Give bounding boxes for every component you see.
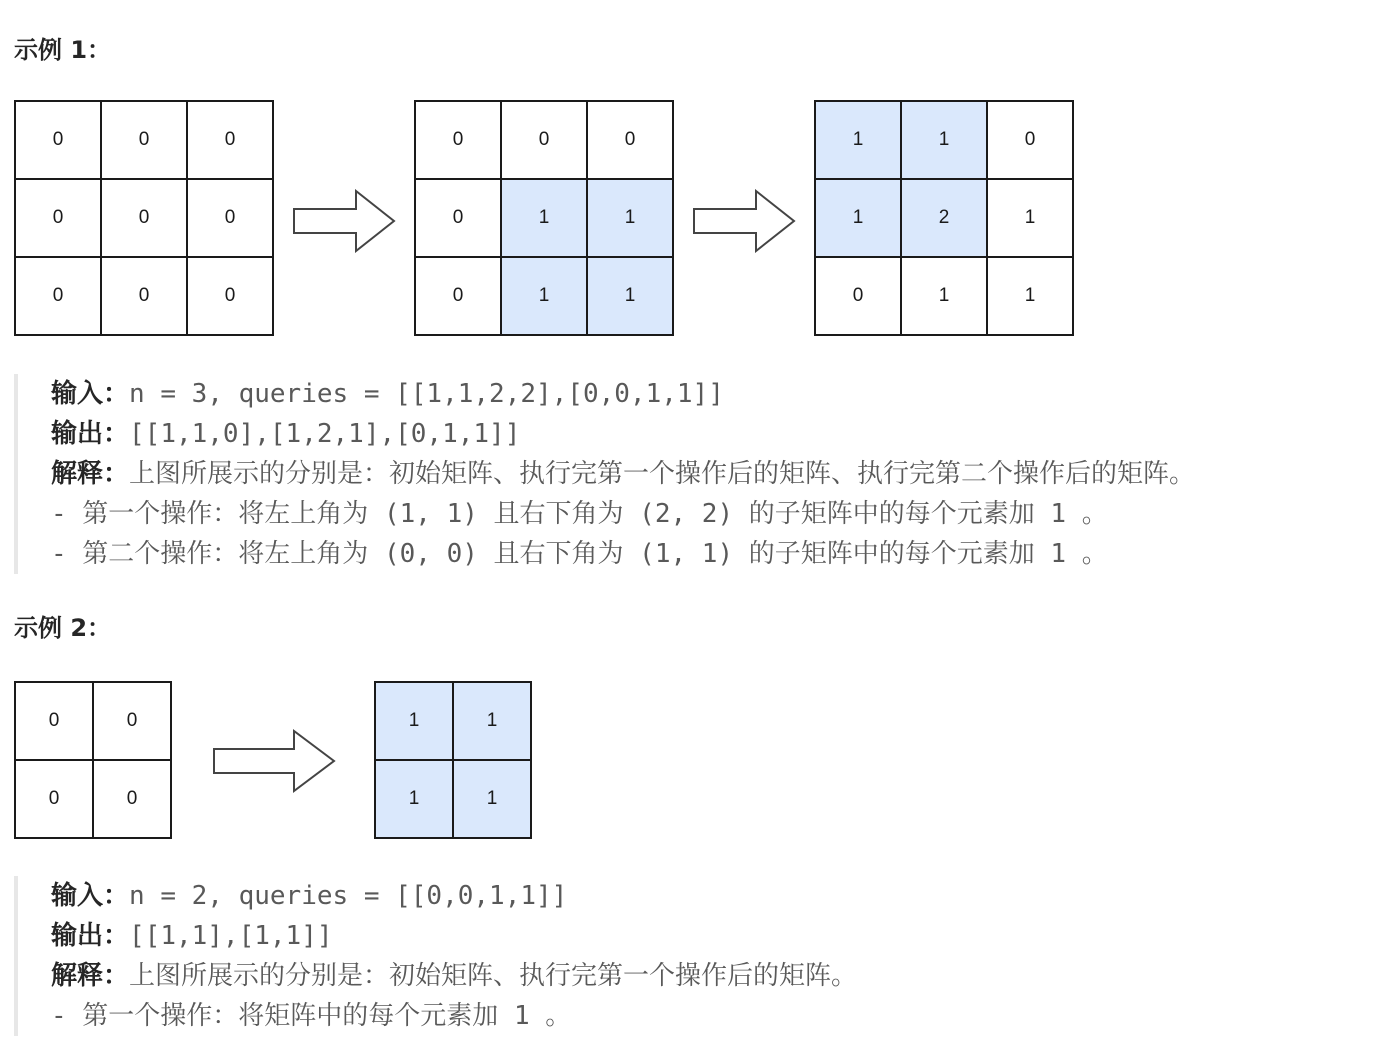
example-2-explain-line xyxy=(51,956,1384,996)
matrix-cell: 0 xyxy=(100,178,188,258)
matrix-cell: 0 xyxy=(814,256,902,336)
right-arrow-icon xyxy=(212,729,336,793)
example-1-step-1: - 第一个操作：将左上角为 (1, 1) 且右下角为 (2, 2) 的子矩阵中的每个元素加 1 。 xyxy=(51,499,1108,529)
matrix-cell: 0 xyxy=(414,178,502,258)
matrix-cell: 1 xyxy=(452,759,532,839)
example-2-output-line xyxy=(51,916,1384,956)
matrix-cell: 0 xyxy=(14,681,94,761)
output-label: 输出： xyxy=(51,419,130,449)
matrix-cell: 1 xyxy=(900,256,988,336)
matrix-cell: 0 xyxy=(500,100,588,180)
example-2-input-line xyxy=(51,876,1384,916)
matrix-cell: 0 xyxy=(14,100,102,180)
matrix-cell: 0 xyxy=(414,256,502,336)
output-value: [[1,1,0],[1,2,1],[0,1,1]] xyxy=(129,419,521,449)
example-1-step-2: - 第二个操作：将左上角为 (0, 0) 且右下角为 (1, 1) 的子矩阵中的每个元素加 1 。 xyxy=(51,539,1108,569)
example-1-explain-line xyxy=(51,454,1384,494)
matrix-cell: 1 xyxy=(986,256,1074,336)
matrix-cell: 0 xyxy=(100,100,188,180)
matrix-cell: 0 xyxy=(586,100,674,180)
matrix-cell: 1 xyxy=(586,256,674,336)
matrix-cell: 1 xyxy=(374,759,454,839)
example-2-grid-initial xyxy=(14,681,172,839)
matrix-cell: 0 xyxy=(986,100,1074,180)
matrix-cell: 0 xyxy=(92,681,172,761)
example-1-heading: 示例 1： xyxy=(14,36,112,64)
matrix-cell: 1 xyxy=(374,681,454,761)
output-label: 输出： xyxy=(51,921,130,951)
example-2-explanation-block xyxy=(14,876,1384,1036)
matrix-cell: 0 xyxy=(14,759,94,839)
output-value: [[1,1],[1,1]] xyxy=(129,921,333,951)
matrix-cell: 2 xyxy=(900,178,988,258)
example-1-grid-after-op1 xyxy=(414,100,674,336)
matrix-cell: 1 xyxy=(986,178,1074,258)
matrix-cell: 1 xyxy=(586,178,674,258)
explain-text: 上图所展示的分别是：初始矩阵、执行完第一个操作后的矩阵、执行完第二个操作后的矩阵。 xyxy=(129,459,1196,489)
matrix-cell: 0 xyxy=(186,256,274,336)
matrix-cell: 0 xyxy=(14,178,102,258)
matrix-cell: 1 xyxy=(900,100,988,180)
matrix-cell: 0 xyxy=(14,256,102,336)
example-2-grid-after-op1 xyxy=(374,681,532,839)
right-arrow-icon xyxy=(292,189,396,253)
explain-text: 上图所展示的分别是：初始矩阵、执行完第一个操作后的矩阵。 xyxy=(129,961,858,991)
matrix-cell: 1 xyxy=(452,681,532,761)
input-value: n = 2, queries = [[0,0,1,1]] xyxy=(129,881,568,911)
explain-label: 解释： xyxy=(51,961,130,991)
matrix-cell: 0 xyxy=(186,100,274,180)
matrix-cell: 0 xyxy=(414,100,502,180)
explain-label: 解释： xyxy=(51,459,130,489)
matrix-cell: 1 xyxy=(814,100,902,180)
matrix-cell: 1 xyxy=(814,178,902,258)
matrix-cell: 0 xyxy=(100,256,188,336)
example-2-heading: 示例 2： xyxy=(14,614,112,642)
example-2-step-1: - 第一个操作：将矩阵中的每个元素加 1 。 xyxy=(51,1001,572,1031)
input-label: 输入： xyxy=(51,881,130,911)
input-label: 输入： xyxy=(51,379,130,409)
input-value: n = 3, queries = [[1,1,2,2],[0,0,1,1]] xyxy=(129,379,724,409)
example-1-explanation-block xyxy=(14,374,1384,574)
matrix-cell: 1 xyxy=(500,178,588,258)
example-1-output-line xyxy=(51,414,1384,454)
right-arrow-icon xyxy=(692,189,796,253)
example-1-grid-initial xyxy=(14,100,274,336)
example-1-input-line xyxy=(51,374,1384,414)
example-1-grid-after-op2 xyxy=(814,100,1074,336)
matrix-cell: 0 xyxy=(92,759,172,839)
matrix-cell: 0 xyxy=(186,178,274,258)
matrix-cell: 1 xyxy=(500,256,588,336)
